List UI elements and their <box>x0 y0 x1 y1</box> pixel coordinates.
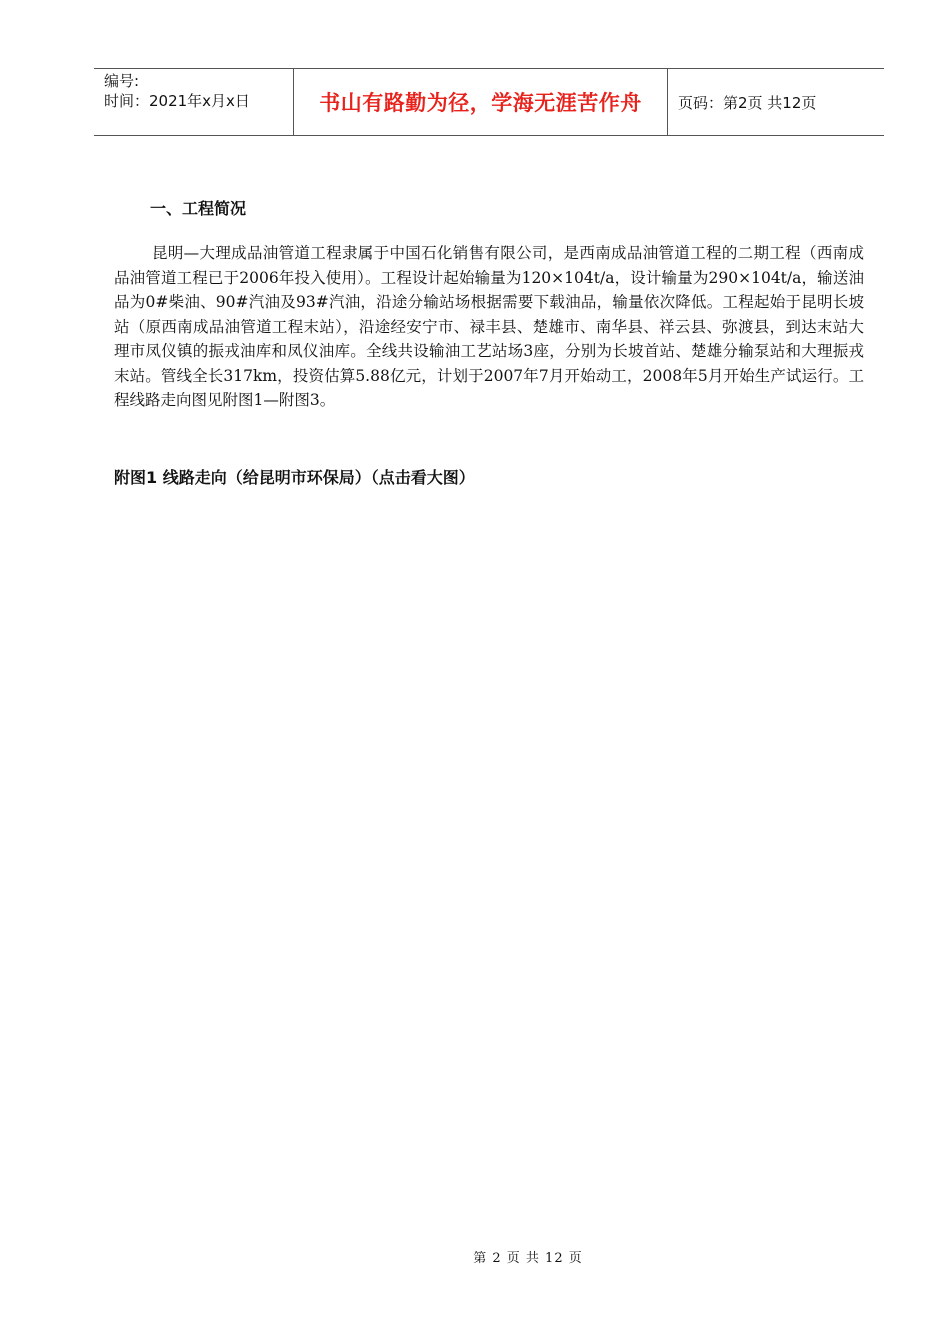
section-paragraph: 昆明—大理成品油管道工程隶属于中国石化销售有限公司，是西南成品油管道工程的二期工程（西南成品油管道工程已于2006年投入使用）。工程设计起始输量为120×104t/a，设计输量为290×104t/a，输送油品为0#柴油、90#汽油及93#汽油，沿途分输站场根据需要下载油品，输量依次降低。工程起始于昆明长坡站（原西南成品油管道工程末站），沿途经安宁市、禄丰县、楚雄市、南华县、祥云县、弥渡县，到达末站大理市凤仪镇的振戎油库和凤仪油库。全线共设输油工艺站场3座，分别为长坡首站、楚雄分输泵站和大理振戎末站。管线全长317km，投资估算5.88亿元，计划于2007年7月开始动工，2008年5月开始生产试运行。工程线路走向图见附图1—附图3。 <box>114 244 864 409</box>
section-title: 一、工程简况 <box>150 199 247 218</box>
time-label: 时间：2021年x月x日 <box>104 92 250 110</box>
figure-caption-link[interactable]: 附图1 线路走向（给昆明市环保局）（点击看大图） <box>114 468 475 487</box>
serial-label: 编号: <box>104 72 140 90</box>
page-header <box>94 68 884 136</box>
header-page-code: 页码：第2页 共12页 <box>678 93 817 112</box>
header-meta <box>94 69 294 135</box>
page-footer: 第 2 页 共 12 页 <box>473 1251 583 1266</box>
header-motto: 书山有路勤为径，学海无涯苦作舟 <box>294 69 668 135</box>
